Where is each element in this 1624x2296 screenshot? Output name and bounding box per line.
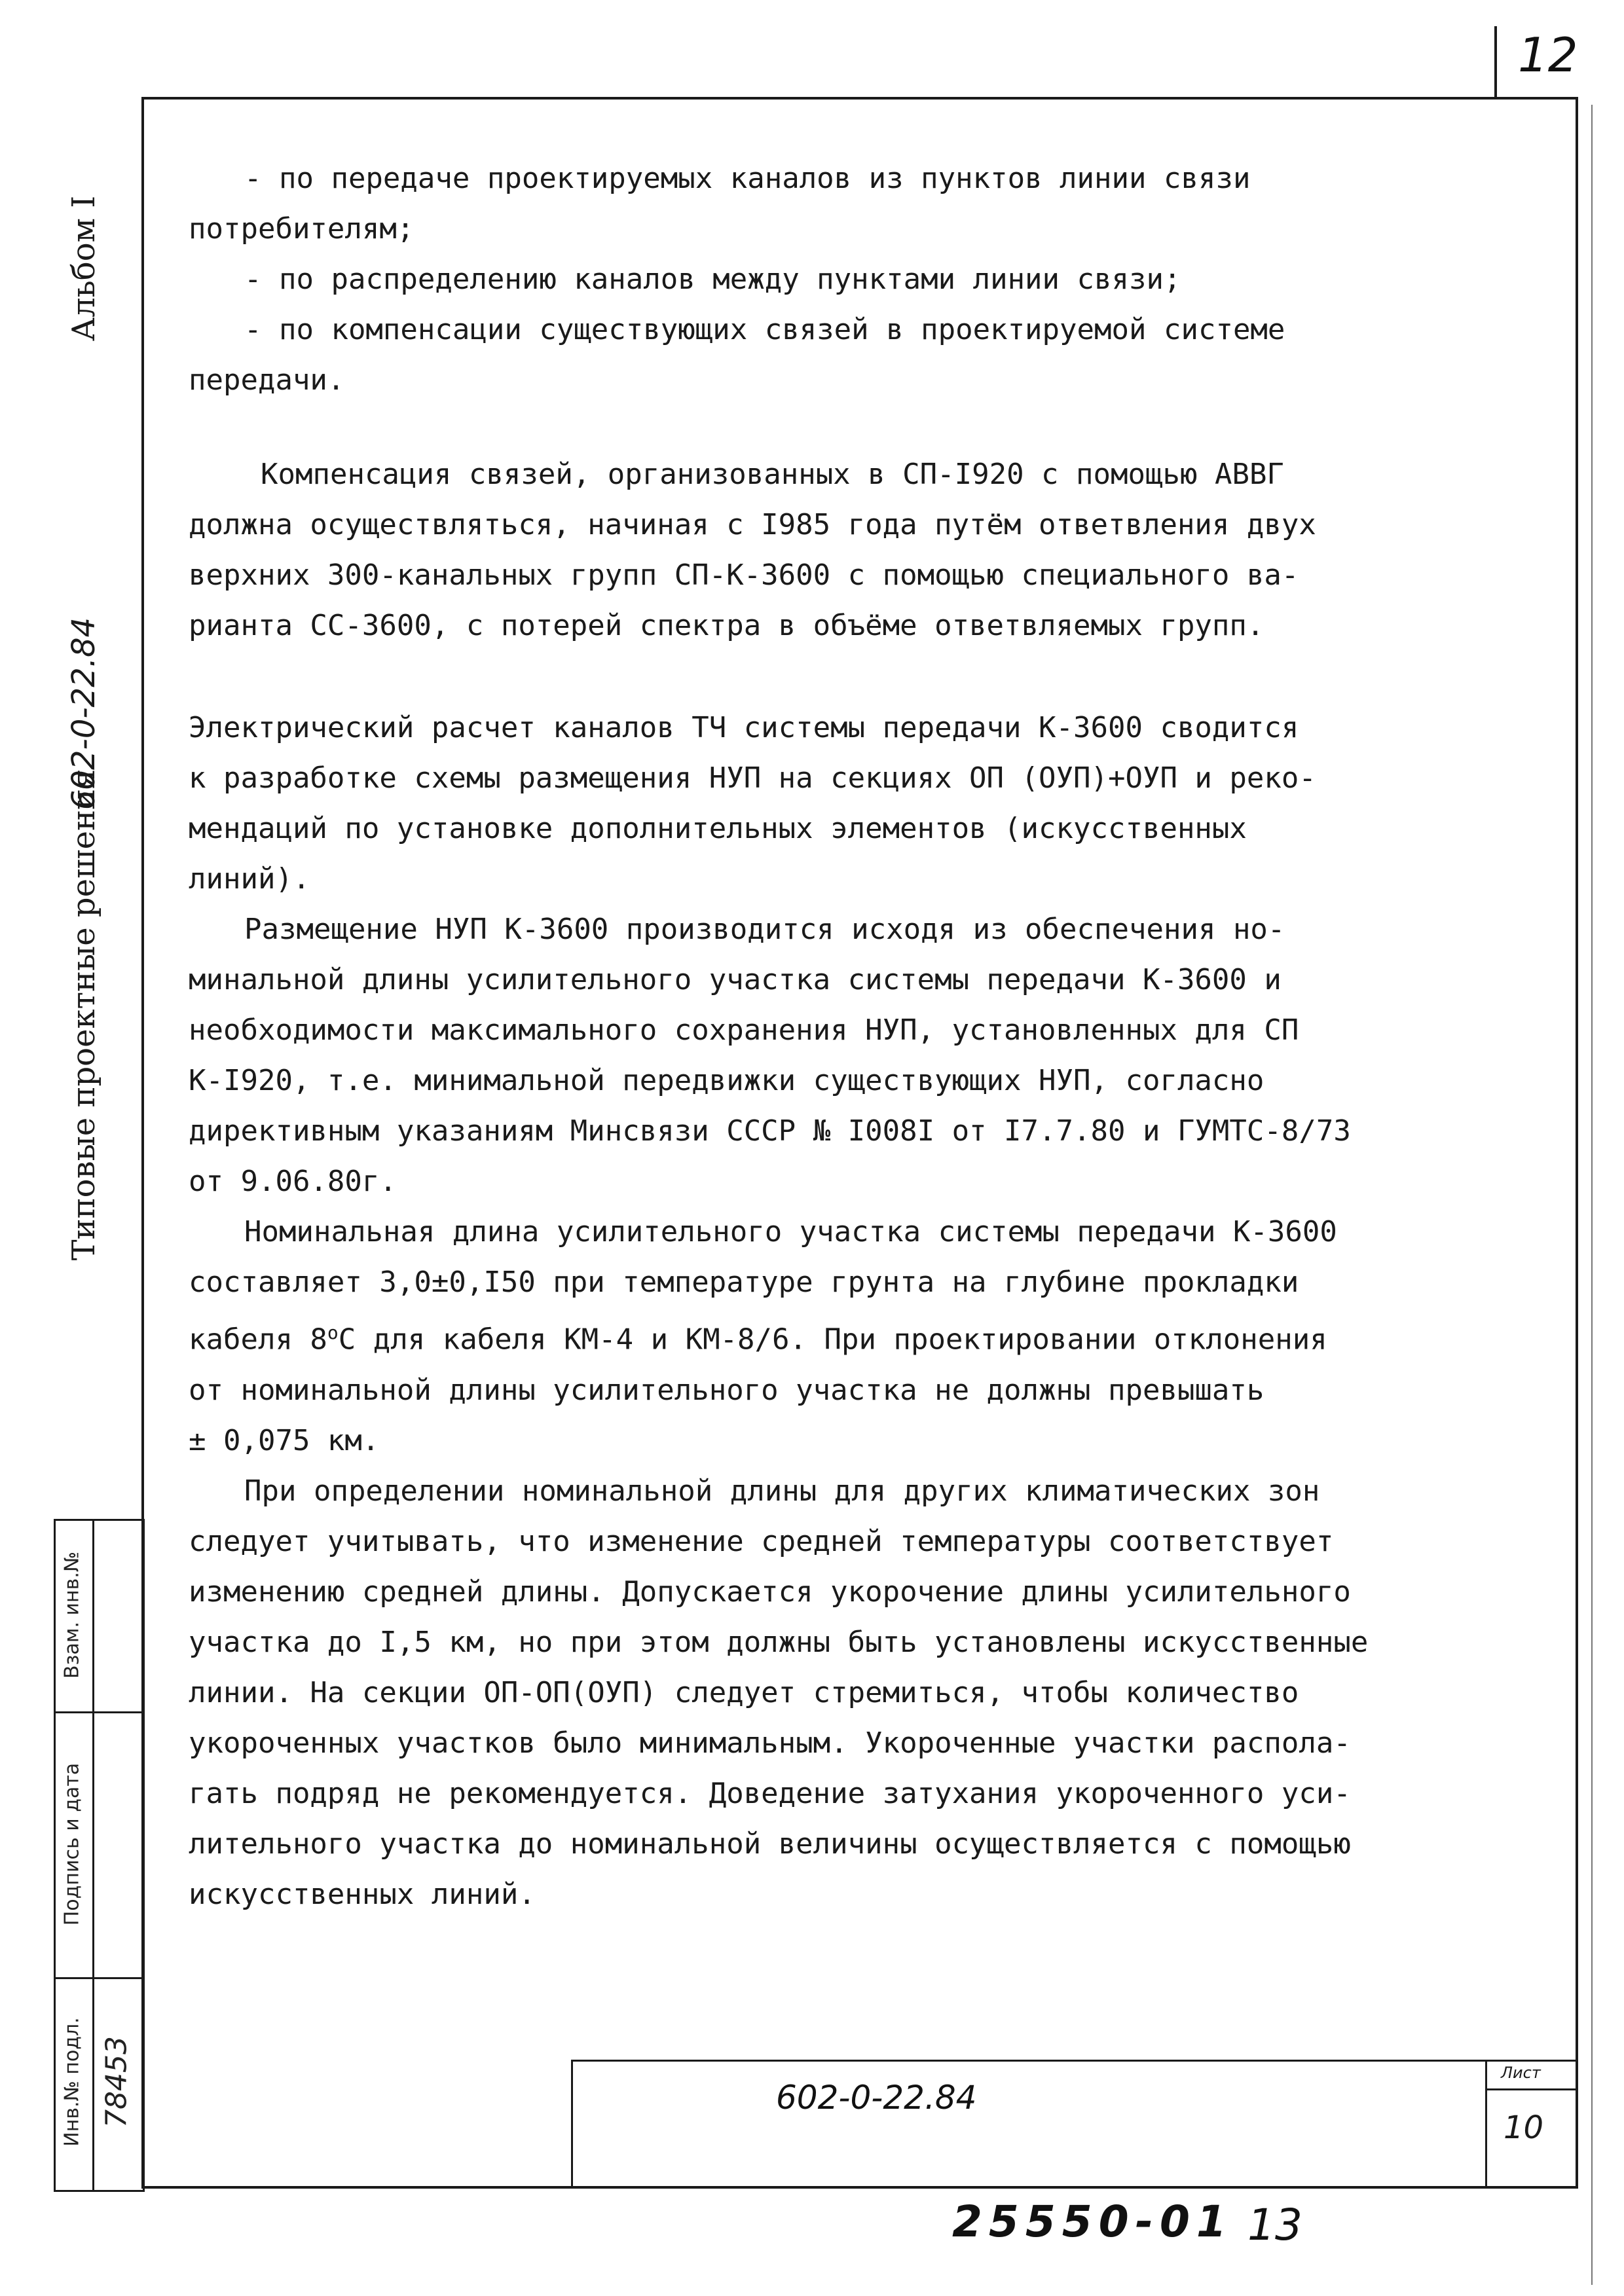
corner-tick — [1494, 26, 1497, 100]
text-line: линии. На секции ОП-ОП(ОУП) следует стремиться, чтобы количество — [189, 1675, 1299, 1709]
stamp-exchange-label: Взам. инв.№ — [60, 1551, 84, 1679]
stamp-separator — [54, 1711, 143, 1713]
album-label: Альбом I — [65, 195, 102, 342]
text-line: участка до I,5 км, но при этом должны быть установлены искусственные — [189, 1625, 1369, 1659]
frame-right-border — [1576, 97, 1578, 2189]
text-line: ± 0,075 км. — [189, 1423, 380, 1457]
text-line: минальной длины усилительного участка системы передачи К-3600 и — [189, 963, 1282, 996]
scan-edge-line — [1591, 105, 1593, 2285]
text-line: Номинальная длина усилительного участка системы передачи К-3600 — [244, 1215, 1337, 1248]
margin-doc-code: 602-0-22.84 — [65, 617, 102, 811]
text-line: кабеля $8^оС$ для кабеля КМ-4 и КМ-8/6. При проектировании отклонения — [189, 1322, 1327, 1357]
text-line: лительного участка до номинальной величины осуществляется с помощью — [189, 1827, 1351, 1861]
archive-page-number: 13 — [1247, 2200, 1302, 2250]
sheet-label: Лист — [1501, 2064, 1541, 2082]
stamp-inventory-number: 78453 — [100, 2036, 134, 2128]
degree-superscript: о — [327, 1322, 339, 1343]
text-line: При определении номинальной длины для других климатических зон — [244, 1474, 1320, 1508]
text-line: Электрический расчет каналов ТЧ системы передачи К-3600 сводится — [189, 711, 1299, 744]
stamp-signature-label: Подпись и дата — [60, 1762, 84, 1926]
text-line: - по распределению каналов между пунктами линии связи; — [244, 263, 1181, 296]
text-block-compensation — [189, 449, 1564, 651]
text-line: - по передаче проектируемых каналов из пунктов линии связи — [244, 162, 1251, 195]
text-line: потребителям; — [189, 212, 415, 246]
text-line: линий). — [189, 862, 310, 896]
text-line: укороченных участков было минимальным. Укороченные участки распола- — [189, 1726, 1351, 1760]
title-block — [571, 2060, 1578, 2189]
text-block-channel-tasks — [189, 153, 1564, 405]
sheet-cell-separator — [1485, 2088, 1578, 2090]
corner-page-mark: 12 — [1518, 27, 1578, 82]
sheet-number: 10 — [1504, 2109, 1544, 2146]
series-label: Типовые проектные решения — [65, 769, 102, 1261]
text-line: рианта СС-3600, с потерей спектра в объёме ответвляемых групп. — [189, 609, 1264, 642]
stamp-separator — [54, 1977, 143, 1979]
text-line: передачи. — [189, 363, 345, 397]
text-line: от номинальной длины усилительного участка не должны превышать — [189, 1373, 1264, 1407]
text-line: мендаций по установке дополнительных элементов (искусственных — [189, 812, 1247, 845]
archive-number: 25550-01 — [952, 2196, 1233, 2247]
text-line: изменению средней длины. Допускается укорочение длины усилительного — [189, 1575, 1351, 1609]
text-line: составляет 3,0±0,I50 при температуре грунта на глубине прокладки — [189, 1266, 1299, 1299]
text-line: от 9.06.80г. — [189, 1165, 397, 1198]
text-line: директивным указаниям Минсвязи СССР № I008I от I7.7.80 и ГУМТС-8/73 — [189, 1114, 1351, 1148]
text-line: к разработке схемы размещения НУП на секциях ОП (ОУП)+ОУП и реко- — [189, 761, 1316, 795]
text-line: гать подряд не рекомендуется. Доведение затухания укороченного уси- — [189, 1776, 1351, 1810]
text-line: следует учитывать, что изменение средней температуры соответствует — [189, 1524, 1334, 1558]
text-line: искусственных линий. — [189, 1877, 536, 1911]
text-line: Размещение НУП К-3600 производится исходя из обеспечения но- — [244, 913, 1285, 946]
frame-top-border — [141, 97, 1578, 100]
text-block-calculation — [189, 702, 1564, 1920]
stamp-inventory-label: Инв.№ подл. — [60, 2017, 84, 2147]
text-line: должна осуществляться, начиная с I985 года путём ответвления двух — [189, 508, 1316, 541]
title-block-code: 602-0-22.84 — [776, 2079, 977, 2117]
text-line: верхних 300-канальных групп СП-К-3600 с помощью специального ва- — [189, 558, 1299, 592]
text-line: К-I920, т.е. минимальной передвижки существующих НУП, согласно — [189, 1064, 1264, 1097]
text-line: необходимости максимального сохранения НУП, установленных для СП — [189, 1013, 1299, 1047]
text-line: Компенсация связей, организованных в СП-I920 с помощью АВВГ — [261, 458, 1284, 491]
text-line: - по компенсации существующих связей в проектируемой системе — [244, 313, 1285, 346]
